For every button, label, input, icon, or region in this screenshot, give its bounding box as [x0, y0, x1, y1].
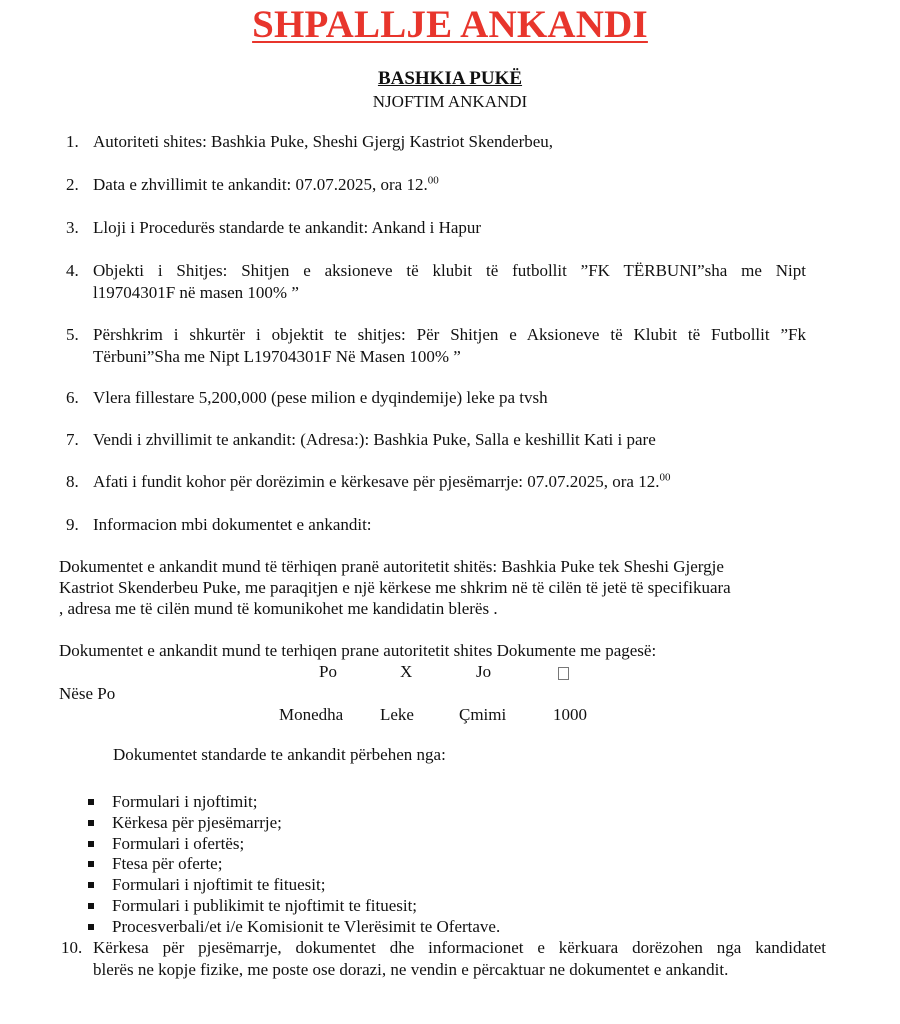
jo-checkbox-icon [558, 664, 569, 684]
list-item-7: 7. Vendi i zhvillimit te ankandit: (Adresa:): Bashkia Puke, Salla e keshillit Kati i pare [66, 430, 656, 449]
item-line: l19704301F në masen 100% ” [93, 283, 299, 302]
bullet-icon [88, 882, 94, 888]
list-item: Formulari i njoftimit te fituesit; [86, 875, 500, 896]
item-line: Vendi i zhvillimit te ankandit: (Adresa:): Bashkia Puke, Salla e keshillit Kati i pare [93, 430, 656, 449]
paragraph-line: , adresa me të cilën mund të komunikohet me kandidatin blerës . [59, 599, 498, 618]
list-item-3: 3. Lloji i Procedurës standarde te ankandit: Ankand i Hapur [66, 218, 482, 237]
bullet-icon [88, 903, 94, 909]
bullet-icon [88, 799, 94, 805]
list-item-6: 6. Vlera fillestare 5,200,000 (pese milion e dyqindemije) leke pa tvsh [66, 388, 548, 407]
list-item: Formulari i njoftimit; [86, 792, 500, 813]
bullet-icon [88, 841, 94, 847]
item-line: Lloji i Procedurës standarde te ankandit: Ankand i Hapur [93, 218, 482, 237]
po-label: Po [319, 662, 337, 681]
list-item: Kërkesa për pjesëmarrje; [86, 813, 500, 834]
item-line: Afati i fundit kohor për dorëzimin e kërkesave për pjesëmarrje: 07.07.2025, ora 12. [93, 472, 660, 491]
standard-docs-list [86, 792, 500, 938]
notice-subtitle: NJOFTIM ANKANDI [372, 92, 528, 111]
payment-paragraph [59, 640, 799, 661]
bullet-icon [88, 820, 94, 826]
list-item: Procesverbali/et i/e Komisionit te Vlerësimit te Ofertave. [86, 917, 500, 938]
list-item-5: 5. Përshkrim i shkurtër i objektit te shitjes: Për Shitjen e Aksioneve të Klubit të Futbollit ”Fk Tërbuni”Sha me Nipt L19704301F Në Masen 100% ” [66, 325, 806, 366]
bullet-icon [88, 924, 94, 930]
list-item-9: 9. Informacion mbi dokumentet e ankandit: [66, 515, 372, 534]
item-line: Tërbuni”Sha me Nipt L19704301F Në Masen 100% ” [93, 347, 461, 366]
nese-po-label: Nëse Po [59, 684, 116, 703]
list-item-2: 2. Data e zhvillimit te ankandit: 07.07.2025, ora 12.00 [66, 174, 439, 194]
price-label: Çmimi [459, 705, 507, 724]
item-line: Kërkesa për pjesëmarrje, dokumentet dhe informacionet e kërkuara dorëzohen nga kandidatet [93, 938, 826, 957]
bullet-icon [88, 861, 94, 867]
item-line: Vlera fillestare 5,200,000 (pese milion e dyqindemije) leke pa tvsh [93, 388, 548, 407]
list-item-8: 8. Afati i fundit kohor për dorëzimin e kërkesave për pjesëmarrje: 07.07.2025, ora 12.00 [66, 471, 671, 491]
item-line: Autoriteti shites: Bashkia Puke, Sheshi Gjergj Kastriot Skenderbeu, [93, 132, 554, 151]
paragraph-line: Dokumentet e ankandit mund të tërhiqen pranë autoritetit shitës: Bashkia Puke tek Sheshi Gjergje [59, 557, 724, 576]
item-line: blerës ne kopje fizike, me poste ose dorazi, ne vendin e përcaktuar ne dokumentet e ankandit. [93, 960, 729, 979]
list-item: Ftesa për oferte; [86, 854, 500, 875]
list-item-10: 10. Kërkesa për pjesëmarrje, dokumentet dhe informacionet e kërkuara dorëzohen nga kandidatet blerës ne kopje fizike, me poste ose dorazi, ne vendin e përcaktuar ne dokumentet e ankandit. [61, 938, 826, 979]
standard-docs-intro: Dokumentet standarde te ankandit përbehen nga: [113, 745, 446, 764]
list-item-1: 1. Autoriteti shites: Bashkia Puke, Sheshi Gjergj Kastriot Skenderbeu, [66, 132, 554, 151]
superscript: 00 [659, 471, 671, 484]
item-line: Data e zhvillimit te ankandit: 07.07.2025, ora 12. [93, 175, 428, 194]
organization-name: BASHKIA PUKË [377, 68, 523, 89]
po-mark: X [400, 662, 413, 681]
item-line: Përshkrim i shkurtër i objektit te shitjes: Për Shitjen e Aksioneve të Klubit të Futbollit ”Fk [93, 325, 806, 344]
item-line: Informacion mbi dokumentet e ankandit: [93, 515, 372, 534]
superscript: 00 [427, 174, 439, 187]
paragraph-line: Kastriot Skenderbeu Puke, me paraqitjen e një kërkese me shkrim në të cilën të jetë të specifikuara [59, 578, 731, 597]
list-item: Formulari i ofertës; [86, 834, 500, 855]
currency-value: Leke [380, 705, 414, 724]
list-item: Formulari i publikimit te njoftimit te fituesit; [86, 896, 500, 917]
price-value: 1000 [553, 705, 587, 724]
currency-label: Monedha [279, 705, 344, 724]
documents-paragraph [59, 556, 799, 619]
page-title: SHPALLJE ANKANDI [252, 3, 648, 46]
item-line: Objekti i Shitjes: Shitjen e aksioneve të klubit të futbollit ”FK TËRBUNI”sha me Nipt [93, 261, 806, 280]
list-item-4: 4. Objekti i Shitjes: Shitjen e aksioneve të klubit të futbollit ”FK TËRBUNI”sha me Nipt l19704301F në masen 100% ” [66, 261, 806, 302]
jo-label: Jo [476, 662, 492, 681]
paragraph-line: Dokumentet e ankandit mund te terhiqen prane autoritetit shites Dokumente me pagesë: [59, 641, 657, 660]
